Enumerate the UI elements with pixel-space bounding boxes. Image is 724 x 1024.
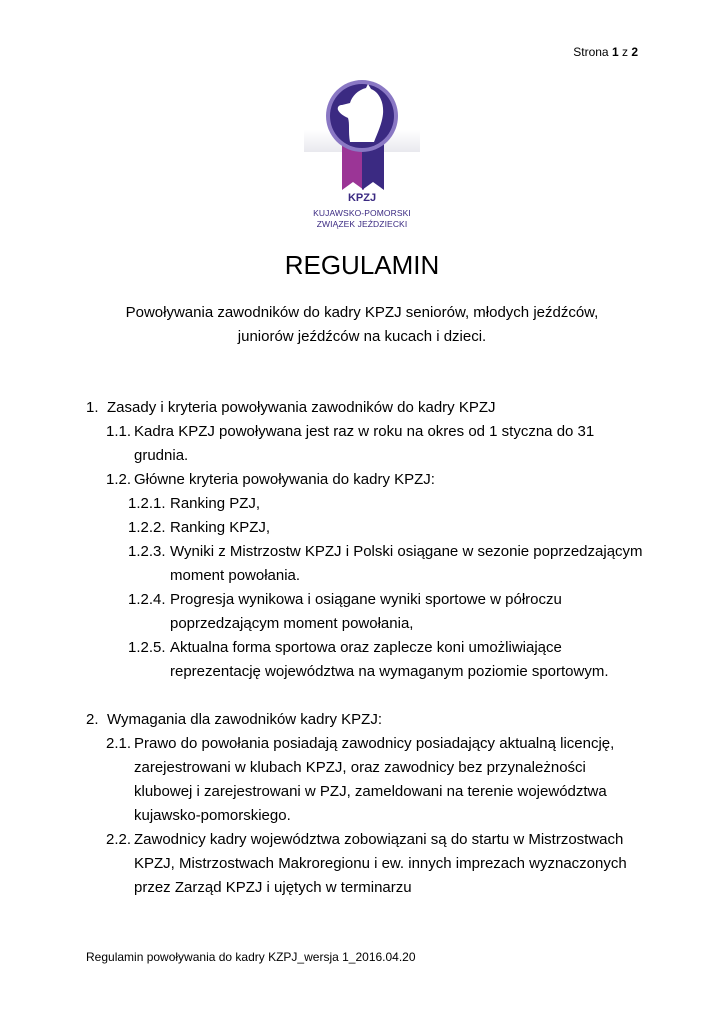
section-2-1: [106, 732, 646, 828]
logo-abbreviation: KPZJ: [347, 192, 377, 204]
section-2-2: [106, 828, 646, 900]
section-text: Zawodnicy kadry województwa zobowiązani są do startu w Mistrzostwach KPZJ, Mistrzostwach Makroregionu i ew. innych imprezach wyznaczonych przez Zarząd KPZJ i ujętych w terminarzu: [134, 831, 627, 896]
document-body: [86, 396, 646, 900]
section-1-2-3: [128, 540, 646, 588]
section-text: Aktualna forma sportowa oraz zaplecze koni umożliwiające reprezentację województwa na wymaganym poziomie sportowym.: [170, 639, 609, 680]
section-text: Progresja wynikowa i osiągane wyniki sportowe w półroczu poprzedzającym moment powołania,: [170, 591, 562, 632]
section-text: Prawo do powołania posiadają zawodnicy posiadający aktualną licencję, zarejestrowani w klubach KPZJ, oraz zawodnicy bez przynależności klubowej i zarejestrowani w PZJ, zameldowani na terenie województwa kujawsko-pomorskiego.: [134, 735, 615, 824]
section-text: Główne kryteria powoływania do kadry KPZJ:: [134, 471, 435, 488]
section-spacer: [86, 684, 646, 708]
page-number: [573, 45, 638, 59]
kpzj-logo: [304, 78, 420, 238]
section-heading: Wymagania dla zawodników kadry KPZJ:: [107, 711, 382, 728]
page-prefix: Strona: [573, 45, 609, 59]
section-number: 1.2.1.: [128, 495, 166, 512]
section-number: 1.1.: [106, 423, 132, 440]
section-number: 1.2.3.: [128, 543, 166, 560]
section-number: 2.: [86, 711, 99, 728]
section-2: [86, 708, 646, 732]
subtitle-line1: Powoływania zawodników do kadry KPZJ seniorów, młodych jeźdźców,: [125, 304, 599, 321]
page-separator: z: [621, 45, 628, 59]
section-number: 1.: [86, 399, 99, 416]
horse-emblem-icon: [304, 78, 420, 190]
section-text: Wyniki z Mistrzostw KPZJ i Polski osiągane w sezonie poprzedzającym moment powołania.: [170, 543, 643, 584]
section-number: 1.2.: [106, 471, 132, 488]
section-1-2-1: [128, 492, 646, 516]
section-number: 1.2.5.: [128, 639, 166, 656]
section-1-2-2: [128, 516, 646, 540]
section-text: Ranking KPZJ,: [170, 519, 271, 536]
section-1-2-5: [128, 636, 646, 684]
section-1-2-4: [128, 588, 646, 636]
logo-full-name: [304, 208, 420, 230]
logo-name-line1: KUJAWSKO-POMORSKI: [313, 208, 411, 218]
page-total: 2: [631, 45, 638, 59]
section-number: 2.1.: [106, 735, 132, 752]
page-current: 1: [611, 45, 619, 59]
section-number: 1.2.2.: [128, 519, 166, 536]
section-number: 2.2.: [106, 831, 132, 848]
subtitle-line2: juniorów jeźdźców na kucach i dzieci.: [237, 328, 487, 345]
document-title: REGULAMIN: [284, 250, 440, 280]
section-text: Kadra KPZJ powoływana jest raz w roku na okres od 1 styczna do 31 grudnia.: [134, 423, 595, 464]
section-heading: Zasady i kryteria powoływania zawodników do kadry KPZJ: [107, 399, 496, 416]
section-1: [86, 396, 646, 420]
logo-name-line2: ZWIĄZEK JEŹDZIECKI: [316, 219, 408, 229]
section-text: Ranking PZJ,: [170, 495, 261, 512]
document-subtitle: [100, 301, 624, 349]
page-footer: Regulamin powoływania do kadry KZPJ_wersja 1_2016.04.20: [86, 950, 416, 964]
section-1-1: [106, 420, 646, 468]
section-number: 1.2.4.: [128, 591, 166, 608]
section-1-2: [106, 468, 646, 492]
